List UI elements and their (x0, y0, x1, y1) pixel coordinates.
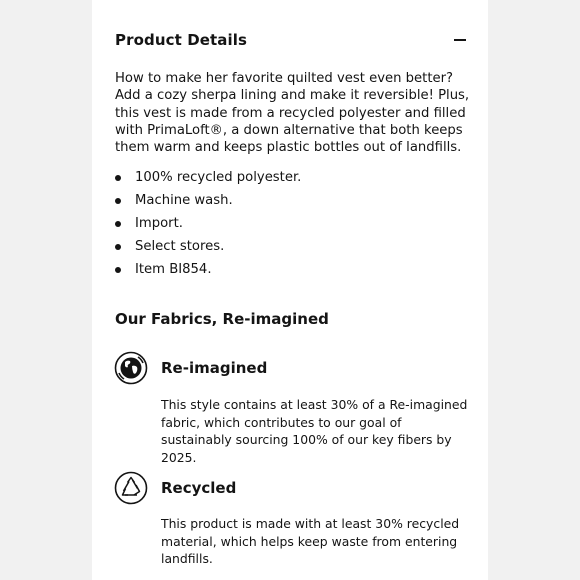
bullet-icon (115, 221, 121, 227)
list-item-text: Import. (135, 216, 183, 231)
list-item-text: Machine wash. (135, 193, 233, 208)
list-item (115, 168, 301, 191)
bullet-icon (115, 198, 121, 204)
list-item (115, 237, 301, 260)
list-item (115, 191, 301, 214)
globe-icon (114, 351, 148, 385)
fabrics-section-title: Our Fabrics, Re-imagined (115, 310, 329, 328)
list-item-text: 100% recycled polyester. (135, 170, 302, 185)
list-item-text: Select stores. (135, 239, 225, 254)
product-details-header[interactable] (115, 28, 468, 52)
reimagined-feature-text: This style contains at least 30% of a Re-imagined fabric, which contributes to our goal of sustainably sourcing 100% of our key fibers by 2025. (161, 397, 468, 465)
bullet-icon (115, 175, 121, 181)
minus-icon[interactable] (454, 33, 468, 47)
product-feature-list (115, 168, 301, 283)
product-details-panel (92, 0, 488, 580)
bullet-icon (115, 244, 121, 250)
product-description: How to make her favorite quilted vest even better? Add a cozy sherpa lining and make it reversible! Plus, this vest is made from a recycled polyester and filled with PrimaLoft®, a down alternative that both keeps them warm and keeps plastic bottles out of landfills. (115, 71, 470, 156)
list-item (115, 214, 301, 237)
recycle-icon (114, 471, 148, 505)
bullet-icon (115, 267, 121, 273)
reimagined-feature-title: Re-imagined (161, 359, 268, 377)
list-item-text: Item BI854. (135, 262, 212, 277)
recycled-feature-title: Recycled (161, 479, 237, 497)
recycled-feature-text: This product is made with at least 30% recycled material, which helps keep waste from entering landfills. (161, 516, 460, 566)
list-item (115, 260, 301, 283)
product-details-title: Product Details (115, 31, 248, 49)
